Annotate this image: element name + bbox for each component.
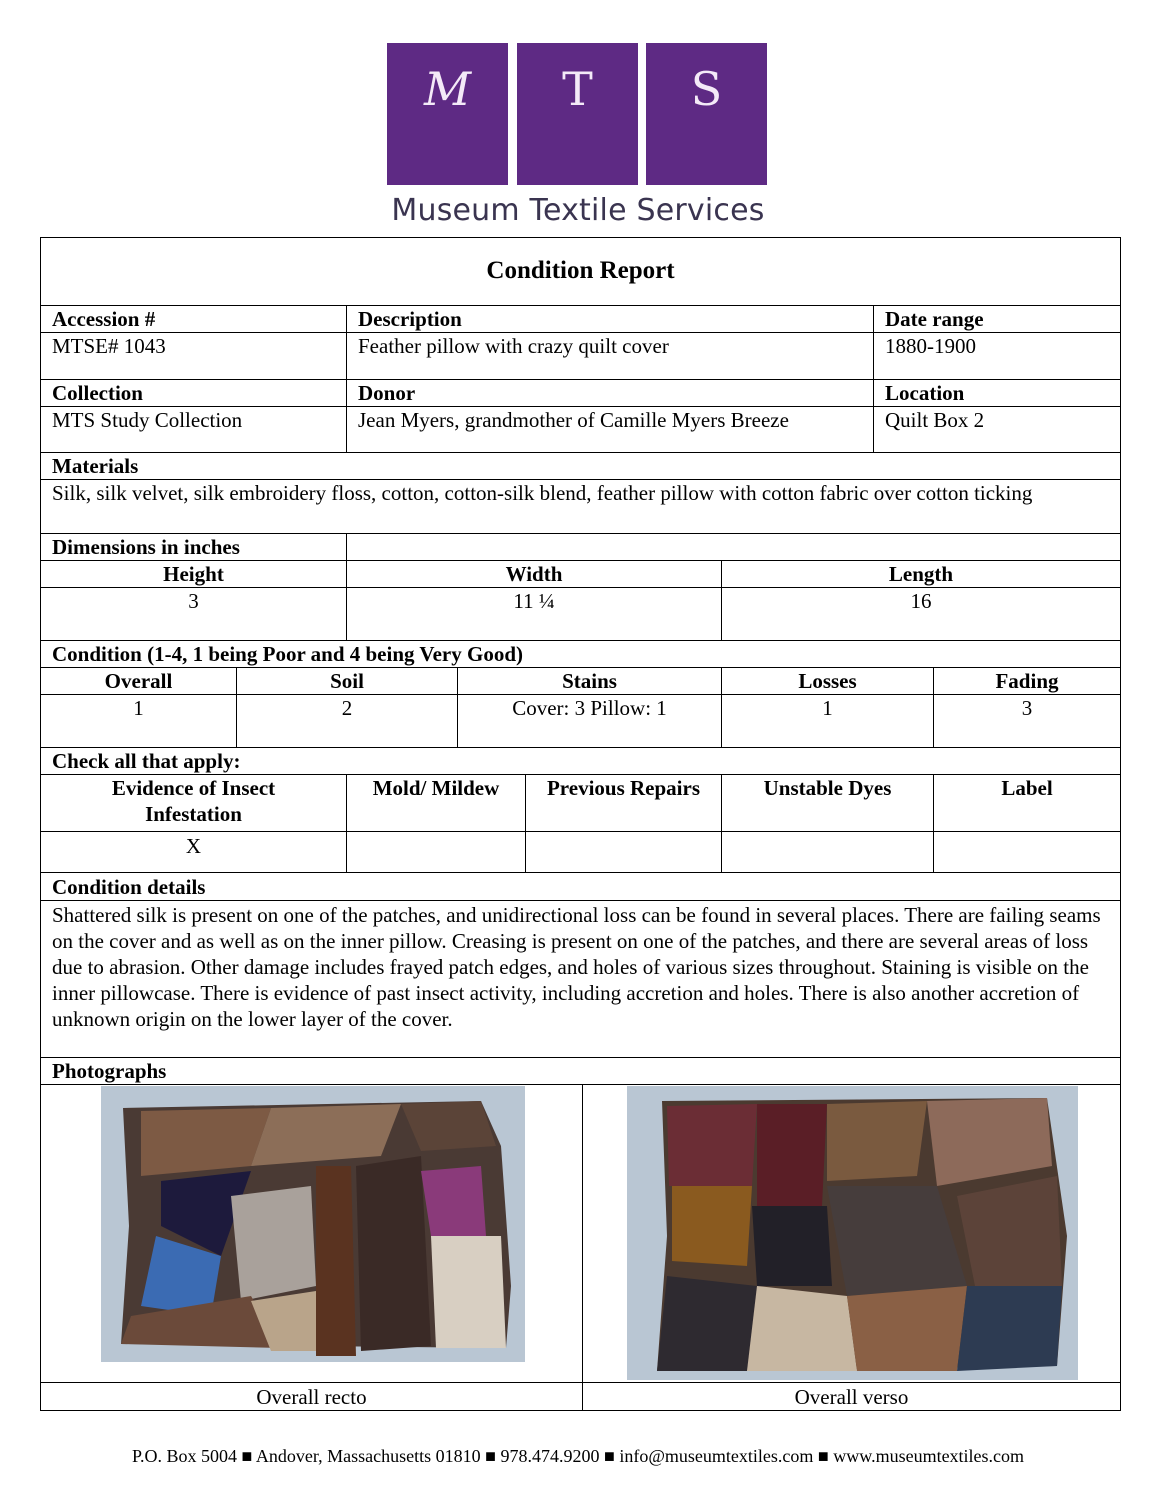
photo-recto bbox=[101, 1086, 525, 1362]
description-label: Description bbox=[346, 305, 874, 333]
location-label: Location bbox=[873, 379, 1121, 407]
caption-verso: Overall verso bbox=[582, 1382, 1121, 1411]
materials-label: Materials bbox=[40, 452, 1121, 480]
fading-value: 3 bbox=[933, 694, 1121, 748]
brand-name: Museum Textile Services bbox=[391, 193, 765, 228]
footer-contact: P.O. Box 5004 ■ Andover, Massachusetts 01810 ■ 978.474.9200 ■ info@museumtextiles.com ■ www.museumtextiles.com bbox=[131, 1446, 1025, 1466]
donor-label: Donor bbox=[346, 379, 874, 407]
photo-verso bbox=[627, 1086, 1078, 1380]
height-label: Height bbox=[40, 560, 347, 588]
check-label: Check all that apply: bbox=[40, 747, 1121, 775]
collection-value: MTS Study Collection bbox=[40, 406, 347, 453]
losses-value: 1 bbox=[721, 694, 934, 748]
condition-label: Condition (1-4, 1 being Poor and 4 being Very Good) bbox=[40, 640, 1121, 668]
overall-value: 1 bbox=[40, 694, 237, 748]
dimensions-blank bbox=[346, 533, 1121, 561]
date-value: 1880-1900 bbox=[873, 332, 1121, 380]
details-label: Condition details bbox=[40, 872, 1121, 901]
soil-value: 2 bbox=[236, 694, 458, 748]
date-label: Date range bbox=[873, 305, 1121, 333]
logo-m: M bbox=[387, 43, 508, 185]
location-value: Quilt Box 2 bbox=[873, 406, 1121, 453]
materials-value: Silk, silk velvet, silk embroidery floss, cotton, cotton-silk blend, feather pillow with cotton fabric over cotton ticking bbox=[40, 479, 1121, 534]
repairs-check[interactable] bbox=[525, 831, 722, 873]
length-label: Length bbox=[721, 560, 1121, 588]
label-check[interactable] bbox=[933, 831, 1121, 873]
logo-s: S bbox=[646, 43, 767, 185]
label-label: Label bbox=[933, 774, 1121, 832]
insect-check[interactable]: X bbox=[40, 831, 347, 873]
dyes-label: Unstable Dyes bbox=[721, 774, 934, 832]
donor-value: Jean Myers, grandmother of Camille Myers Breeze bbox=[346, 406, 874, 453]
photos-label: Photographs bbox=[40, 1057, 1121, 1085]
overall-label: Overall bbox=[40, 667, 237, 695]
soil-label: Soil bbox=[236, 667, 458, 695]
caption-recto: Overall recto bbox=[40, 1382, 583, 1411]
collection-label: Collection bbox=[40, 379, 347, 407]
description-value: Feather pillow with crazy quilt cover bbox=[346, 332, 874, 380]
mold-check[interactable] bbox=[346, 831, 526, 873]
mold-label: Mold/ Mildew bbox=[346, 774, 526, 832]
losses-label: Losses bbox=[721, 667, 934, 695]
width-value: 11 ¼ bbox=[346, 587, 722, 641]
length-value: 16 bbox=[721, 587, 1121, 641]
logo-t: T bbox=[517, 43, 638, 185]
stains-label: Stains bbox=[457, 667, 722, 695]
accession-label: Accession # bbox=[40, 305, 347, 333]
fading-label: Fading bbox=[933, 667, 1121, 695]
insect-label: Evidence of Insect Infestation bbox=[40, 774, 347, 832]
dimensions-label: Dimensions in inches bbox=[40, 533, 347, 561]
width-label: Width bbox=[346, 560, 722, 588]
dyes-check[interactable] bbox=[721, 831, 934, 873]
stains-value: Cover: 3 Pillow: 1 bbox=[457, 694, 722, 748]
accession-value: MTSE# 1043 bbox=[40, 332, 347, 380]
report-title: Condition Report bbox=[40, 237, 1121, 306]
height-value: 3 bbox=[40, 587, 347, 641]
details-text: Shattered silk is present on one of the patches, and unidirectional loss can be found in several places. There are failing seams on the cover and as well as on the inner pillow. Creasing is present on one of the patches, and there are several areas of loss due to abrasion. Other damage includes frayed patch edges, and holes of various sizes throughout. Staining is visible on the inner pillowcase. There is evidence of past insect activity, including accretion and holes. There is also another accretion of unknown origin on the lower layer of the cover. bbox=[40, 900, 1121, 1058]
repairs-label: Previous Repairs bbox=[525, 774, 722, 832]
